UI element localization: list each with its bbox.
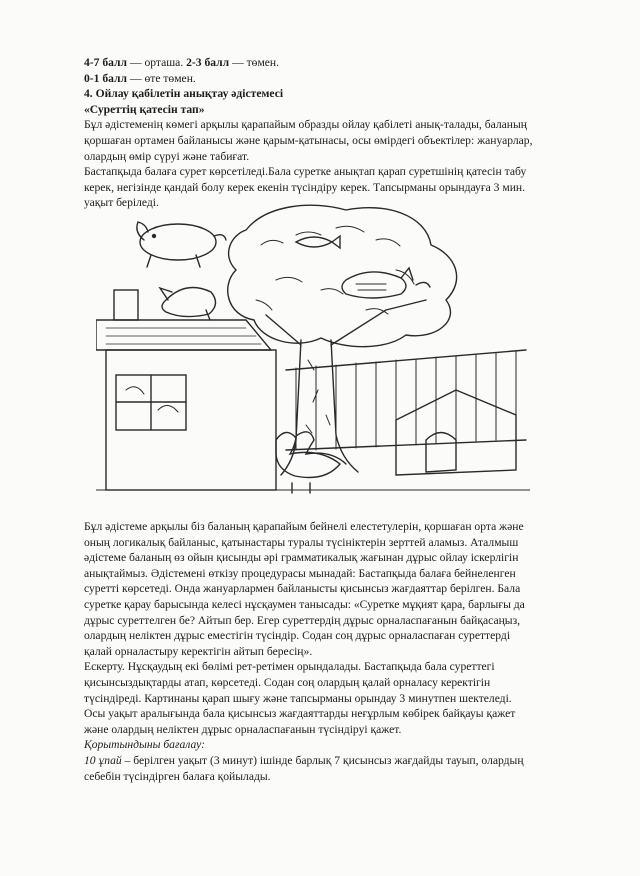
intro-line: Бұл әдістеменің көмегі арқылы қарапайым образды ойлау қабілеті анық-талады, баланың xyxy=(84,118,527,132)
body-line: Осы уақыт аралығында бала қисынсыз жағдаяттарды неғұрлым көбірек байқауы қажет xyxy=(84,707,516,721)
intro-line: қоршаған ортамен байланысы және қарым-қатынасы, осы өмірдегі объектілер: жануарлар, xyxy=(84,133,533,147)
fence xyxy=(286,350,526,450)
body-line: қисынсыздықтарды атап, көрсетеді. Содан соң олардың қалай орналасу керектігін xyxy=(84,675,491,689)
score-4-7-text: — орташа. xyxy=(127,56,187,69)
evaluation-line-1-rest: – берілген уақыт (3 минут) ішінде барлық 7 қисынсыз жағдайды тауып, олардың xyxy=(121,753,524,767)
task-line: Бастапқыда балаға сурет көрсетіледі.Бала суретке анықтап қарап суретшінің қатесін табу xyxy=(84,165,527,179)
intro-line: олардың өмір сүруі және табиғат. xyxy=(84,149,250,163)
section-subtitle: «Суреттің қатесін тап» xyxy=(84,102,205,116)
score-0-1-text: — өте төмен. xyxy=(127,71,196,85)
body-text-block xyxy=(84,519,604,784)
house xyxy=(96,290,276,490)
score-line-2 xyxy=(84,71,604,87)
task-line: керек, негізінде қандай болу керек екенін түсіндіру керек. Тапсырманы орындауға 3 мин. xyxy=(84,180,525,194)
score-2-3: 2-3 балл xyxy=(186,56,230,69)
score-2-3-text: — төмен. xyxy=(229,56,280,69)
illustration xyxy=(96,200,530,500)
body-line: түсіндіреді. Картинаны қарап шығу және тапсырманы орындау 3 минутпен шектеледі. xyxy=(84,691,512,705)
tree-crown xyxy=(228,205,457,346)
section-title: 4. Ойлау қабілетін анықтау әдістемесі xyxy=(84,87,284,101)
body-line: олардың неліктен дұрыс еместігін түсіндір. Содан соң дұрыс орналаспаған суреттерді xyxy=(84,629,511,643)
body-line: оның логикалық байланыс, қатынастары туралы түсініктерін зерттей аламыз. Аталмыш xyxy=(84,535,519,549)
body-line: дұрыс суреттелген бе? Айтып бер. Егер суреттердің дұрыс орналаспағанын байқасаңыз, xyxy=(84,613,521,627)
evaluation-score: 10 ұпай xyxy=(84,753,122,767)
score-line-1 xyxy=(84,55,604,71)
score-4-7: 4-7 балл xyxy=(84,56,128,69)
score-0-1: 0-1 балл xyxy=(84,71,128,85)
tree-trunk xyxy=(266,300,426,475)
fish-in-tree xyxy=(296,236,340,248)
body-line: Ескерту. Нұсқаудың екі бөлімі рет-ретімен орындалады. Бастапқыда бала суреттегі xyxy=(84,660,495,674)
body-line: Бұл әдістеме арқылы біз баланың қарапайым бейнелі елестетулерін, қоршаған орта және xyxy=(84,520,524,533)
task-line: уақыт беріледі. xyxy=(84,196,159,210)
top-text-block xyxy=(84,55,604,211)
evaluation-title: Қорытындыны бағалау: xyxy=(84,738,205,752)
evaluation-line-1 xyxy=(84,753,604,769)
body-line: әдістеме баланың өз ойын қисынды әрі грамматикалық жағынан дұрыс ойлау іскерлігін xyxy=(84,551,519,565)
body-line: анықтаймыз. Әдістемені өткізу процедурасы мынадай: Бастапқыда балаға бейнеленген xyxy=(84,566,516,580)
pig-on-tree xyxy=(137,222,226,267)
body-line: қалай орналастыру керектігін айтып бересің». xyxy=(84,644,313,658)
cats-on-branch xyxy=(342,268,430,298)
body-line: суретке қарау барысында келесі нұсқаумен танысады: «Суретке мұқият қара, барлығы да xyxy=(84,597,525,611)
body-line: және олардың неліктен дұрыс орналаспағанын түсіндіруі қажет. xyxy=(84,722,402,736)
body-line: суретті көрсетеді. Онда жануарлармен байланысты қисынсыз жағдаяттар берілген. Бала xyxy=(84,582,521,596)
evaluation-line-2: себебін түсіндірген балаға қойылады. xyxy=(84,769,271,783)
dog-on-roof xyxy=(160,288,216,321)
